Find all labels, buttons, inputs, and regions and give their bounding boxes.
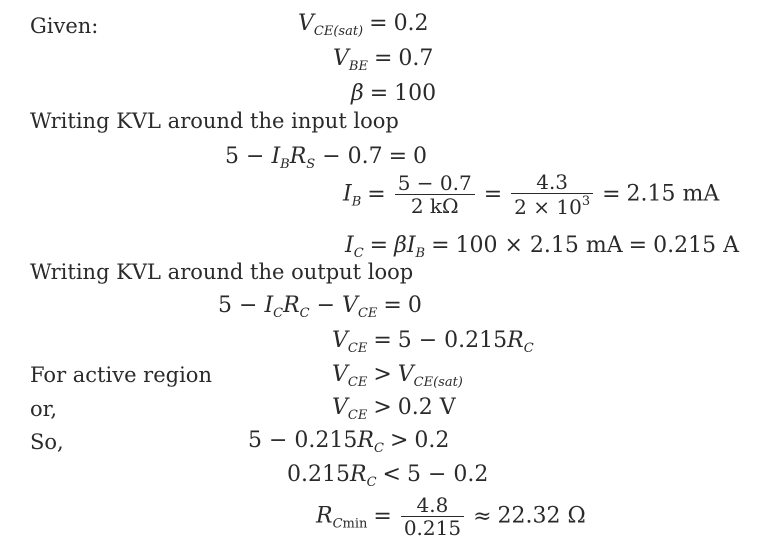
given-vce-sat-value: 0.2 xyxy=(393,11,429,36)
so-inequality: $5 - 0.215R_C > 0.2$ xyxy=(248,428,450,456)
ib-equation: $I_B$ = $\frac{5 - 0.7}{2 k\Omega}$ = $\frac{4.3}{2 \times 10^3}$ = 2.15 mA xyxy=(343,170,720,219)
ib-result: 2.15 mA xyxy=(626,181,720,207)
vce-sat-subscript: CE(sat) xyxy=(313,24,364,39)
vce-expression: $V_{CE} = 5 - 0.215R_C$ xyxy=(332,328,534,356)
so-label: So, xyxy=(30,430,64,454)
rcmin-equation: $R_{Cmin}$ = $\frac{4.8}{0.215}$ ≈ 22.32 Ω xyxy=(316,493,586,540)
active-region-label: For active region xyxy=(30,363,212,387)
rcmin-result: 22.32 Ω xyxy=(497,503,586,529)
rcmin-fraction: $\frac{4.8}{0.215}$ xyxy=(401,495,464,538)
output-kvl-equation: $5 - I_CR_C - V_{CE} = 0$ xyxy=(218,293,422,321)
or-inequality: $V_{CE} > 0.2$ V xyxy=(332,395,456,423)
active-region-inequality: $V_{CE} > V_{CE(sat)}$ xyxy=(332,362,463,390)
input-kvl-equation: $5 - I_BR_S - 0.7 = 0$ xyxy=(225,144,428,172)
rc-inequality: $0.215R_C < 5 - 0.2$ xyxy=(287,462,489,490)
kvl-input-heading: Writing KVL around the input loop xyxy=(30,109,399,133)
ib-fraction-2: $\frac{4.3}{2 \times 10^3}$ xyxy=(511,172,593,217)
given-vce-sat-equation: $V_{CE(sat)} = 0.2$ xyxy=(298,11,429,39)
given-label: Given: xyxy=(30,14,99,38)
ic-result: 0.215 A xyxy=(653,233,739,258)
given-beta-equation: β = 100 xyxy=(351,81,437,106)
ic-equation: $I_C = \beta I_B = 100 \times 2.15$ mA = 0.215 A xyxy=(345,233,739,261)
ib-fraction-1: $\frac{5 - 0.7}{2 k\Omega}$ xyxy=(395,173,475,216)
kvl-output-heading: Writing KVL around the output loop xyxy=(30,260,414,284)
given-beta-value: 100 xyxy=(394,81,437,106)
or-label: or, xyxy=(30,397,58,421)
given-vbe-equation: $V_{BE} = 0.7$ xyxy=(333,46,434,74)
given-vbe-value: 0.7 xyxy=(398,46,434,71)
